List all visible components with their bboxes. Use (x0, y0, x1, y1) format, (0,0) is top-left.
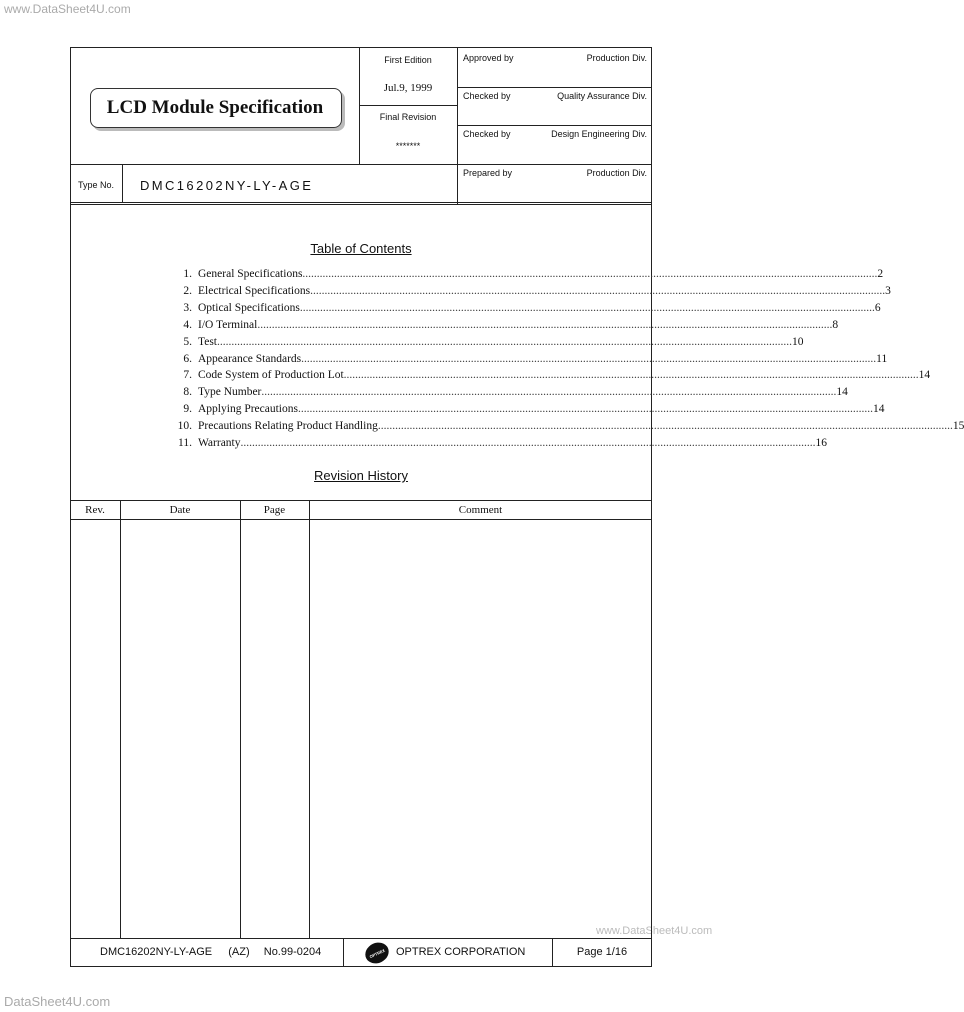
toc-item-number: 6. (183, 352, 192, 365)
toc-item-page: 8 (832, 318, 839, 331)
toc-item-number: 3. (183, 301, 192, 314)
toc-item-page: 14 (918, 369, 931, 382)
toc-item (175, 352, 888, 370)
first-edition-label: First Edition (384, 55, 432, 65)
toc-item-leader: ........................................................................................................................................................................................................ (297, 403, 873, 416)
toc-item-number: 7. (183, 369, 192, 382)
toc-item-leader: ........................................................................................................................................................................................................ (343, 369, 919, 382)
toc-item-leader: ........................................................................................................................................................................................................ (257, 318, 833, 331)
toc-item-title: Type Number (198, 386, 262, 399)
toc-item-page: 11 (876, 352, 888, 365)
toc-item-title: Warranty (198, 437, 241, 449)
signoff-checked-de-dept: Design Engineering Div. (551, 129, 647, 139)
footer-doc-id (100, 946, 321, 958)
toc-item-leader: ........................................................................................................................................................................................................ (310, 284, 886, 297)
toc-item-title: Test (198, 335, 217, 348)
toc-item-title: General Specifications (198, 268, 303, 280)
toc-item (175, 335, 804, 353)
type-no-value: DMC16202NY-LY-AGE (140, 178, 314, 193)
watermark-top: www.DataSheet4U.com (4, 2, 131, 16)
toc-item-title: Electrical Specifications (198, 284, 311, 297)
toc-item-leader: ........................................................................................................................................................................................................ (377, 420, 953, 433)
footer-az: (AZ) (228, 946, 250, 958)
revision-col-rev: Rev. (85, 504, 105, 516)
toc-item-number: 1. (183, 268, 192, 280)
signoff-approved-role: Approved by (463, 53, 514, 63)
revision-col-page: Page (263, 504, 286, 516)
toc-item-title: Applying Precautions (198, 403, 298, 416)
signoff-checked-qa-role: Checked by (463, 91, 511, 101)
toc-item-leader: ........................................................................................................................................................................................................ (261, 386, 837, 399)
document-title: LCD Module Specification (106, 97, 324, 118)
watermark-bottom-right: www.DataSheet4U.com (596, 925, 713, 937)
toc-item (175, 403, 885, 420)
toc-item-page: 10 (792, 335, 804, 348)
toc-item-title: Code System of Production Lot (198, 369, 344, 382)
toc-item (175, 301, 881, 319)
toc-item-leader: ........................................................................................................................................................................................................ (301, 352, 877, 365)
watermark-bottom-left: DataSheet4U.com (4, 994, 111, 1009)
toc-item (175, 420, 964, 437)
toc-item-number: 2. (183, 284, 192, 297)
toc-item (175, 369, 931, 386)
toc-item-page: 16 (815, 437, 827, 449)
toc-item (175, 437, 827, 454)
toc-item-number: 10. (177, 420, 192, 433)
toc-item (175, 284, 891, 302)
toc-item-page: 2 (877, 268, 884, 280)
footer-page: Page 1/16 (576, 946, 628, 958)
toc-item-number: 4. (183, 318, 192, 331)
toc-title: Table of Contents (310, 241, 412, 256)
toc-item-title: Appearance Standards (198, 352, 302, 365)
toc-item-page: 15 (952, 420, 964, 433)
signoff-checked-qa-dept: Quality Assurance Div. (557, 91, 647, 101)
toc-item-title: I/O Terminal (198, 318, 258, 331)
toc-item-page: 14 (836, 386, 848, 399)
toc-item-page: 3 (885, 284, 891, 297)
toc-item-leader: ........................................................................................................................................................................................................ (240, 437, 816, 449)
toc-item-page: 6 (874, 301, 881, 314)
footer-type-number: DMC16202NY-LY-AGE (100, 946, 213, 958)
footer-company: OPTREX CORPORATION (396, 946, 526, 958)
toc-item-number: 9. (183, 403, 192, 416)
toc-item-number: 5. (183, 335, 192, 348)
signoff-approved-dept: Production Div. (586, 53, 647, 63)
toc-item (175, 386, 848, 403)
toc-item-leader: ........................................................................................................................................................................................................ (302, 268, 878, 280)
optrex-logo-text: OPTREX (368, 947, 386, 959)
toc-item-number: 8. (183, 386, 192, 399)
type-no-label: Type No. (78, 180, 115, 190)
toc-item (175, 318, 839, 336)
toc-item-leader: ........................................................................................................................................................................................................ (299, 301, 875, 314)
signoff-prepared-dept: Production Div. (586, 168, 647, 178)
signoff-checked-de-role: Checked by (463, 129, 511, 139)
toc-item-title: Precautions Relating Product Handling (198, 420, 378, 433)
toc-item-number: 11. (178, 437, 192, 449)
final-revision-value: ******* (395, 141, 421, 151)
first-edition-date: Jul.9, 1999 (383, 82, 433, 94)
revision-history-title: Revision History (314, 468, 408, 483)
toc-item (175, 268, 884, 285)
revision-col-comment: Comment (458, 504, 503, 516)
toc-item-leader: ........................................................................................................................................................................................................ (217, 335, 792, 348)
toc-item-page: 14 (872, 403, 885, 416)
final-revision-label: Final Revision (379, 112, 437, 122)
revision-col-date: Date (169, 504, 191, 516)
footer-number: No.99-0204 (263, 946, 322, 958)
toc-item-title: Optical Specifications (198, 301, 300, 314)
signoff-prepared-role: Prepared by (463, 168, 513, 178)
